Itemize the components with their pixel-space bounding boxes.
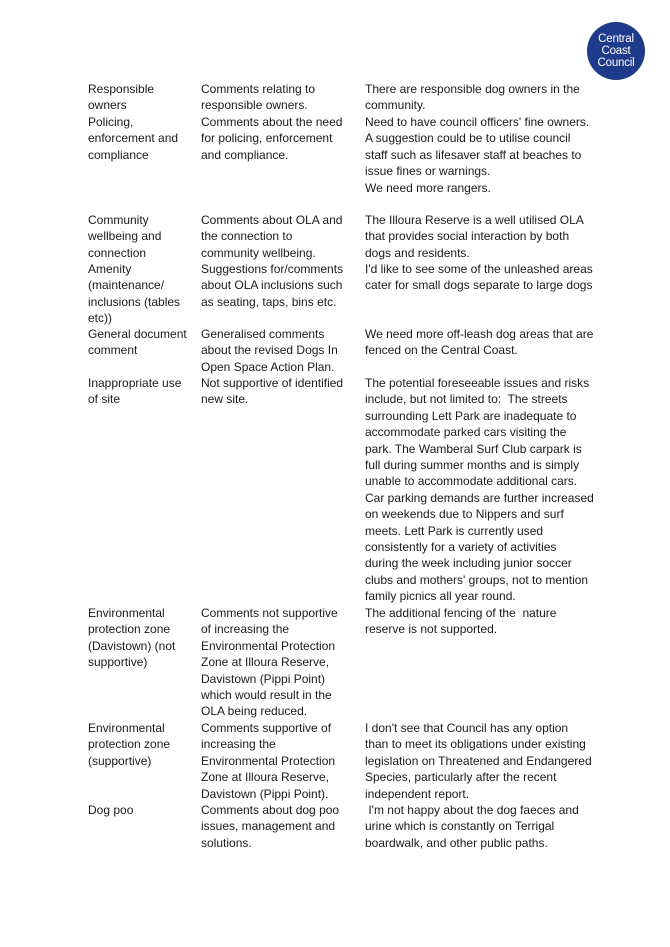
cell-text-line: Car parking demands are further increased [365, 490, 594, 505]
cell-text-line: family picnics all year round. [365, 589, 516, 604]
cell-text-line: of site [88, 392, 121, 407]
cell-text-line: Davistown (Pippi Point) [201, 671, 326, 686]
cell-text-line: Generalised comments [201, 327, 325, 341]
cell-text-line: consistently for a variety of activities [365, 540, 557, 555]
table-row [88, 326, 618, 375]
cell-text-line: which would result in the [201, 688, 332, 703]
cell-text-line: on weekends due to Nippers and surf [365, 507, 564, 522]
cell-text-line: There are responsible dog owners in the [365, 82, 580, 96]
cell-text-line: responsible owners. [201, 98, 308, 113]
table-row [88, 212, 618, 261]
cell-text-line: Environmental Protection [201, 638, 336, 653]
category-cell [88, 81, 196, 114]
cell-text-line: Not supportive of identified [201, 376, 344, 390]
logo-text-line: Central [598, 33, 634, 45]
cell-text-line: (maintenance/ [88, 278, 165, 293]
comment-cell [365, 802, 610, 851]
cell-text-line: Responsible [88, 82, 155, 96]
cell-text-line: unable to accommodate additional cars. [365, 474, 578, 489]
cell-text-line: Policing, [88, 115, 134, 129]
cell-text-line: for policing, enforcement [201, 131, 333, 146]
cell-text-line: boardwalk, and other public paths. [365, 835, 548, 850]
description-cell [201, 212, 356, 261]
cell-text-line: We need more off-leash dog areas that are [365, 327, 594, 341]
cell-text-line: compliance [88, 147, 149, 162]
cell-text-line: owners [88, 98, 127, 113]
comment-cell [365, 375, 610, 605]
table-row [88, 802, 618, 862]
cell-text-line: community. [365, 98, 426, 113]
cell-text-line: accommodate parked cars visiting the [365, 425, 567, 440]
cell-text-line: General document [88, 327, 187, 341]
category-cell [88, 212, 196, 261]
cell-text-line: A suggestion could be to utilise council [365, 131, 571, 146]
cell-text-line: Community [88, 213, 149, 227]
cell-text-line: as seating, taps, bins etc. [201, 294, 337, 309]
cell-text-line: enforcement and [88, 131, 179, 146]
cell-text-line: The Illoura Reserve is a well utilised OLA [365, 213, 584, 227]
cell-text-line: clubs and mothers' groups, not to mention [365, 572, 589, 587]
cell-text-line: full during summer months and is simply [365, 458, 580, 473]
category-cell [88, 326, 196, 359]
description-cell [201, 720, 356, 802]
cell-text-line: solutions. [201, 835, 252, 850]
cell-text-line: I'd like to see some of the unleashed areas [365, 262, 593, 276]
category-cell [88, 261, 196, 327]
cell-text-line: reserve is not supported. [365, 622, 498, 637]
cell-text-line: surrounding Lett Park are inadequate to [365, 408, 577, 423]
cell-text-line: (Davistown) (not [88, 638, 176, 653]
logo-text-line: Council [597, 57, 635, 69]
cell-text-line: cater for small dogs separate to large dogs [365, 278, 593, 293]
cell-text-line: inclusions (tables [88, 294, 181, 309]
cell-text-line: include, but not limited to: The streets [365, 392, 568, 407]
cell-text-line: community wellbeing. [201, 245, 316, 260]
table-row [88, 605, 618, 720]
comment-cell [365, 81, 610, 114]
council-logo [587, 22, 645, 80]
cell-text-line: Environmental Protection [201, 753, 336, 768]
category-cell [88, 802, 196, 818]
table-row [88, 720, 618, 802]
description-cell [201, 802, 356, 851]
cell-text-line: Zone at Illoura Reserve, [201, 655, 330, 670]
description-cell [201, 605, 356, 720]
cell-text-line: Comments supportive of [201, 721, 332, 735]
cell-text-line: increasing the [201, 737, 276, 752]
cell-text-line: Amenity [88, 262, 132, 276]
cell-text-line: wellbeing and [88, 229, 162, 244]
cell-text-line: protection zone [88, 622, 171, 637]
table-row [88, 81, 618, 114]
comment-cell [365, 605, 610, 638]
cell-text-line: Comments about dog poo [201, 803, 340, 817]
description-cell [201, 375, 356, 408]
cell-text-line: meets. Lett Park is currently used [365, 523, 544, 538]
cell-text-line: about OLA inclusions such [201, 278, 343, 293]
cell-text-line: connection [88, 245, 147, 260]
cell-text-line: issue fines or warnings. [365, 164, 491, 179]
cell-text-line: I don't see that Council has any option [365, 721, 569, 735]
cell-text-line: Species, particularly after the recent [365, 770, 557, 785]
cell-text-line: protection zone [88, 737, 171, 752]
comment-cell [365, 261, 610, 294]
cell-text-line: Dog poo [88, 803, 134, 817]
cell-text-line: park. The Wamberal Surf Club carpark is [365, 441, 582, 456]
cell-text-line: legislation on Threatened and Endangered [365, 753, 592, 768]
cell-text-line: urine which is constantly on Terrigal [365, 819, 555, 834]
cell-text-line: new site. [201, 392, 249, 407]
cell-text-line: staff such as lifesaver staff at beaches to [365, 147, 582, 162]
comment-cell [365, 212, 610, 261]
table-row [88, 375, 618, 605]
description-cell [201, 81, 356, 114]
category-cell [88, 605, 196, 671]
cell-text-line: during the week including junior soccer [365, 556, 572, 571]
cell-text-line: The additional fencing of the nature [365, 606, 557, 620]
cell-text-line: Comments not supportive [201, 606, 338, 620]
cell-text-line: the connection to [201, 229, 293, 244]
cell-text-line: etc)) [88, 311, 112, 326]
cell-text-line: Suggestions for/comments [201, 262, 344, 276]
cell-text-line: than to meet its obligations under existing [365, 737, 586, 752]
cell-text-line: dogs and residents. [365, 245, 470, 260]
category-cell [88, 720, 196, 769]
cell-text-line: Inappropriate use [88, 376, 182, 390]
comment-cell [365, 720, 610, 802]
cell-text-line: Need to have council officers' fine owners. [365, 115, 590, 129]
cell-text-line: Comments about OLA and [201, 213, 343, 227]
cell-text-line: We need more rangers. [365, 180, 491, 195]
cell-text-line: about the revised Dogs In [201, 343, 338, 358]
cell-text-line: Comments relating to [201, 82, 316, 96]
cell-text-line: Zone at Illoura Reserve, [201, 770, 330, 785]
cell-text-line: I'm not happy about the dog faeces and [365, 803, 579, 817]
table-row [88, 114, 618, 212]
description-cell [201, 261, 356, 310]
cell-text-line: (supportive) [88, 753, 152, 768]
cell-text-line: The potential foreseeable issues and risks [365, 376, 590, 390]
cell-text-line: comment [88, 343, 138, 358]
cell-text-line: of increasing the [201, 622, 290, 637]
cell-text-line: Comments about the need [201, 115, 343, 129]
comment-cell [365, 114, 610, 196]
cell-text-line: issues, management and [201, 819, 336, 834]
cell-text-line: that provides social interaction by both [365, 229, 570, 244]
cell-text-line: Environmental [88, 721, 165, 735]
comment-cell [365, 326, 610, 359]
description-cell [201, 326, 356, 375]
cell-text-line: Environmental [88, 606, 165, 620]
logo-text-line: Coast [601, 45, 631, 57]
cell-text-line: OLA being reduced. [201, 704, 308, 719]
description-cell [201, 114, 356, 163]
category-cell [88, 114, 196, 163]
category-cell [88, 375, 196, 408]
cell-text-line: fenced on the Central Coast. [365, 343, 518, 358]
cell-text-line: Open Space Action Plan. [201, 359, 335, 374]
table-row [88, 261, 618, 326]
cell-text-line: independent report. [365, 786, 470, 801]
cell-text-line: and compliance. [201, 147, 289, 162]
cell-text-line: Davistown (Pippi Point). [201, 786, 329, 801]
comments-table [88, 81, 618, 862]
cell-text-line: supportive) [88, 655, 148, 670]
